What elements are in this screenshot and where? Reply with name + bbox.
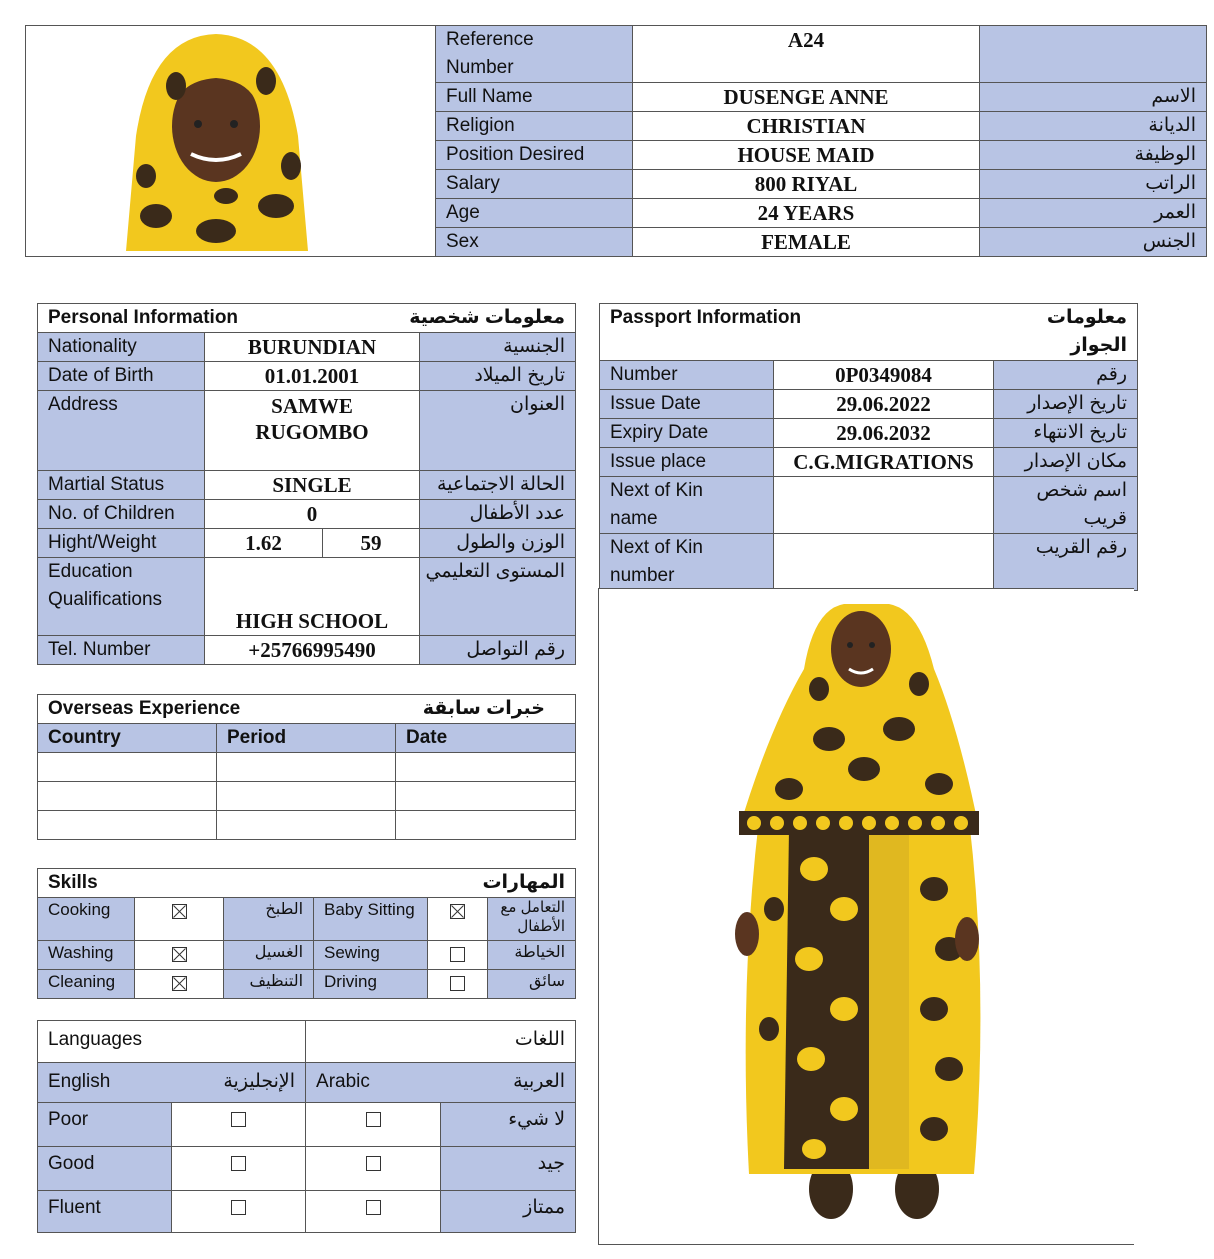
table-row bbox=[38, 636, 576, 665]
skill-cooking-label: Cooking bbox=[38, 898, 135, 941]
header-table bbox=[435, 25, 1207, 257]
level-good-label-ar: جيد bbox=[441, 1147, 576, 1191]
children-label-ar: عدد الأطفال bbox=[420, 500, 576, 529]
table-row bbox=[38, 869, 576, 898]
table-row bbox=[38, 782, 576, 811]
overseas-cell bbox=[38, 811, 217, 840]
skill-washing-label: Washing bbox=[38, 941, 135, 970]
table-row bbox=[600, 534, 1138, 591]
skill-cleaning-label-ar: التنظيف bbox=[224, 970, 314, 999]
skills-title: Skills bbox=[38, 869, 314, 898]
personal-info-title-ar: معلومات شخصية bbox=[323, 304, 576, 333]
overseas-cell bbox=[217, 811, 396, 840]
table-row bbox=[436, 26, 1207, 83]
address-value: SAMWE RUGOMBO bbox=[205, 391, 420, 471]
issue-date-label: Issue Date bbox=[600, 390, 774, 419]
languages-title: Languages bbox=[38, 1021, 306, 1063]
skill-driving-label: Driving bbox=[314, 970, 428, 999]
table-row bbox=[38, 1103, 576, 1147]
table-row bbox=[600, 390, 1138, 419]
passport-info-title: Passport Information bbox=[600, 304, 994, 361]
checked-box-icon bbox=[450, 904, 465, 919]
marital-label-ar: الحالة الاجتماعية bbox=[420, 471, 576, 500]
skill-cooking-label-ar: الطبخ bbox=[224, 898, 314, 941]
table-row bbox=[600, 477, 1138, 534]
height-weight-label-ar: الوزن والطول bbox=[420, 529, 576, 558]
table-row bbox=[38, 304, 576, 333]
languages-table bbox=[37, 1020, 576, 1233]
overseas-col-date: Date bbox=[396, 724, 576, 753]
checked-box-icon bbox=[172, 947, 187, 962]
overseas-cell bbox=[38, 753, 217, 782]
table-row bbox=[38, 558, 576, 636]
table-row bbox=[38, 724, 576, 753]
nationality-label: Nationality bbox=[38, 333, 205, 362]
table-row bbox=[38, 941, 576, 970]
full-body-photo-frame bbox=[598, 588, 1134, 1245]
level-fluent-label-ar: ممتاز bbox=[441, 1191, 576, 1233]
dob-value: 01.01.2001 bbox=[205, 362, 420, 391]
issue-date-value: 29.06.2022 bbox=[774, 390, 994, 419]
position-label: Position Desired bbox=[436, 141, 633, 170]
table-row bbox=[38, 695, 576, 724]
overseas-cell bbox=[217, 753, 396, 782]
education-label-ar: المستوى التعليمي bbox=[420, 558, 576, 636]
passport-number-label: Number bbox=[600, 361, 774, 390]
checked-box-icon bbox=[172, 904, 187, 919]
table-row bbox=[600, 419, 1138, 448]
table-row bbox=[38, 753, 576, 782]
height-weight-label: Hight/Weight bbox=[38, 529, 205, 558]
table-row bbox=[38, 362, 576, 391]
sex-label: Sex bbox=[436, 228, 633, 257]
marital-label: Martial Status bbox=[38, 471, 205, 500]
table-row bbox=[600, 448, 1138, 477]
empty-box-icon bbox=[366, 1112, 381, 1127]
table-row bbox=[38, 1063, 576, 1103]
education-value: HIGH SCHOOL bbox=[205, 558, 420, 636]
kin-name-label-ar: اسم شخص قريب bbox=[994, 477, 1138, 534]
arabic-label: Arabic bbox=[306, 1063, 441, 1103]
empty-box-icon bbox=[450, 947, 465, 962]
arabic-poor-checkbox[interactable] bbox=[306, 1103, 441, 1147]
table-row bbox=[38, 970, 576, 999]
full-name-label: Full Name bbox=[436, 83, 633, 112]
table-row bbox=[436, 170, 1207, 199]
table-row bbox=[436, 228, 1207, 257]
overseas-cell bbox=[217, 782, 396, 811]
overseas-col-period: Period bbox=[217, 724, 396, 753]
english-label-ar: الإنجليزية bbox=[172, 1063, 306, 1103]
kin-number-label: Next of Kin number bbox=[600, 534, 774, 591]
overseas-title-ar: خبرات سابقة bbox=[396, 695, 576, 724]
level-fluent-label: Fluent bbox=[38, 1191, 172, 1233]
issue-date-label-ar: تاريخ الإصدار bbox=[994, 390, 1138, 419]
full-name-label-ar: الاسم bbox=[980, 83, 1207, 112]
skill-sewing-label-ar: الخياطة bbox=[488, 941, 576, 970]
religion-label: Religion bbox=[436, 112, 633, 141]
empty-box-icon bbox=[231, 1112, 246, 1127]
education-label: Education Qualifications bbox=[38, 558, 205, 636]
children-value: 0 bbox=[205, 500, 420, 529]
skill-cleaning-label: Cleaning bbox=[38, 970, 135, 999]
position-value: HOUSE MAID bbox=[633, 141, 980, 170]
nationality-label-ar: الجنسية bbox=[420, 333, 576, 362]
tel-value: +25766995490 bbox=[205, 636, 420, 665]
passport-number-label-ar: رقم bbox=[994, 361, 1138, 390]
skill-cleaning-checkbox[interactable] bbox=[135, 970, 224, 999]
marital-value: SINGLE bbox=[205, 471, 420, 500]
checked-box-icon bbox=[172, 976, 187, 991]
personal-info-title: Personal Information bbox=[38, 304, 323, 333]
skill-driving-checkbox[interactable] bbox=[428, 970, 488, 999]
issue-place-label-ar: مكان الإصدار bbox=[994, 448, 1138, 477]
dob-label-ar: تاريخ الميلاد bbox=[420, 362, 576, 391]
nationality-value: BURUNDIAN bbox=[205, 333, 420, 362]
arabic-label-ar: العربية bbox=[441, 1063, 576, 1103]
reference-label-ar bbox=[980, 26, 1207, 83]
skills-title-ar: المهارات bbox=[314, 869, 576, 898]
overseas-cell bbox=[396, 782, 576, 811]
empty-box-icon bbox=[231, 1156, 246, 1171]
level-poor-label-ar: لا شيء bbox=[441, 1103, 576, 1147]
level-poor-label: Poor bbox=[38, 1103, 172, 1147]
dob-label: Date of Birth bbox=[38, 362, 205, 391]
sex-label-ar: الجنس bbox=[980, 228, 1207, 257]
full-name-value: DUSENGE ANNE bbox=[633, 83, 980, 112]
age-label: Age bbox=[436, 199, 633, 228]
children-label: No. of Children bbox=[38, 500, 205, 529]
address-label-ar: العنوان bbox=[420, 391, 576, 471]
personal-info-table bbox=[37, 303, 576, 665]
full-body-photo bbox=[599, 589, 1134, 1244]
skill-washing-label-ar: الغسيل bbox=[224, 941, 314, 970]
overseas-experience-table bbox=[37, 694, 576, 840]
expiry-date-label: Expiry Date bbox=[600, 419, 774, 448]
kin-name-label: Next of Kin name bbox=[600, 477, 774, 534]
issue-place-label: Issue place bbox=[600, 448, 774, 477]
level-good-label: Good bbox=[38, 1147, 172, 1191]
empty-box-icon bbox=[231, 1200, 246, 1215]
expiry-date-value: 29.06.2032 bbox=[774, 419, 994, 448]
table-row bbox=[38, 471, 576, 500]
height-value: 1.62 bbox=[205, 529, 323, 558]
overseas-cell bbox=[38, 782, 217, 811]
skill-sewing-checkbox[interactable] bbox=[428, 941, 488, 970]
table-row bbox=[600, 304, 1138, 361]
empty-box-icon bbox=[450, 976, 465, 991]
overseas-title: Overseas Experience bbox=[38, 695, 396, 724]
sex-value: FEMALE bbox=[633, 228, 980, 257]
empty-box-icon bbox=[366, 1156, 381, 1171]
overseas-cell bbox=[396, 811, 576, 840]
skill-sewing-label: Sewing bbox=[314, 941, 428, 970]
table-row bbox=[38, 529, 576, 558]
english-good-checkbox[interactable] bbox=[172, 1147, 306, 1191]
religion-value: CHRISTIAN bbox=[633, 112, 980, 141]
portrait-photo bbox=[26, 26, 436, 256]
passport-number-value: 0P0349084 bbox=[774, 361, 994, 390]
position-label-ar: الوظيفة bbox=[980, 141, 1207, 170]
arabic-good-checkbox[interactable] bbox=[306, 1147, 441, 1191]
portrait-frame bbox=[25, 25, 437, 257]
salary-label: Salary bbox=[436, 170, 633, 199]
arabic-fluent-checkbox[interactable] bbox=[306, 1191, 441, 1233]
english-label: English bbox=[38, 1063, 172, 1103]
table-row bbox=[38, 1021, 576, 1063]
overseas-cell bbox=[396, 753, 576, 782]
overseas-col-country: Country bbox=[38, 724, 217, 753]
tel-label: Tel. Number bbox=[38, 636, 205, 665]
table-row bbox=[436, 112, 1207, 141]
table-row bbox=[436, 83, 1207, 112]
kin-number-label-ar: رقم القريب bbox=[994, 534, 1138, 591]
table-row bbox=[600, 361, 1138, 390]
table-row bbox=[38, 1147, 576, 1191]
table-row bbox=[436, 141, 1207, 170]
kin-number-value bbox=[774, 534, 994, 591]
reference-label: Reference Number bbox=[436, 26, 633, 83]
age-label-ar: العمر bbox=[980, 199, 1207, 228]
kin-name-value bbox=[774, 477, 994, 534]
english-poor-checkbox[interactable] bbox=[172, 1103, 306, 1147]
table-row bbox=[38, 898, 576, 941]
languages-title-ar: اللغات bbox=[306, 1021, 576, 1063]
table-row bbox=[38, 500, 576, 529]
skill-washing-checkbox[interactable] bbox=[135, 941, 224, 970]
weight-value: 59 bbox=[323, 529, 420, 558]
empty-box-icon bbox=[366, 1200, 381, 1215]
age-value: 24 YEARS bbox=[633, 199, 980, 228]
skill-driving-label-ar: سائق bbox=[488, 970, 576, 999]
skills-table bbox=[37, 868, 576, 999]
address-label: Address bbox=[38, 391, 205, 471]
table-row bbox=[38, 333, 576, 362]
table-row bbox=[38, 811, 576, 840]
skill-baby-sitting-checkbox[interactable] bbox=[428, 898, 488, 941]
table-row bbox=[436, 199, 1207, 228]
issue-place-value: C.G.MIGRATIONS bbox=[774, 448, 994, 477]
expiry-date-label-ar: تاريخ الانتهاء bbox=[994, 419, 1138, 448]
table-row bbox=[38, 391, 576, 471]
salary-label-ar: الراتب bbox=[980, 170, 1207, 199]
english-fluent-checkbox[interactable] bbox=[172, 1191, 306, 1233]
tel-label-ar: رقم التواصل bbox=[420, 636, 576, 665]
passport-info-table bbox=[599, 303, 1138, 591]
passport-info-title-ar: معلومات الجواز bbox=[994, 304, 1138, 361]
table-row bbox=[38, 1191, 576, 1233]
skill-cooking-checkbox[interactable] bbox=[135, 898, 224, 941]
religion-label-ar: الديانة bbox=[980, 112, 1207, 141]
salary-value: 800 RIYAL bbox=[633, 170, 980, 199]
skill-baby-sitting-label-ar: التعامل مع الأطفال bbox=[488, 898, 576, 941]
skill-baby-sitting-label: Baby Sitting bbox=[314, 898, 428, 941]
reference-value: A24 bbox=[633, 26, 980, 83]
